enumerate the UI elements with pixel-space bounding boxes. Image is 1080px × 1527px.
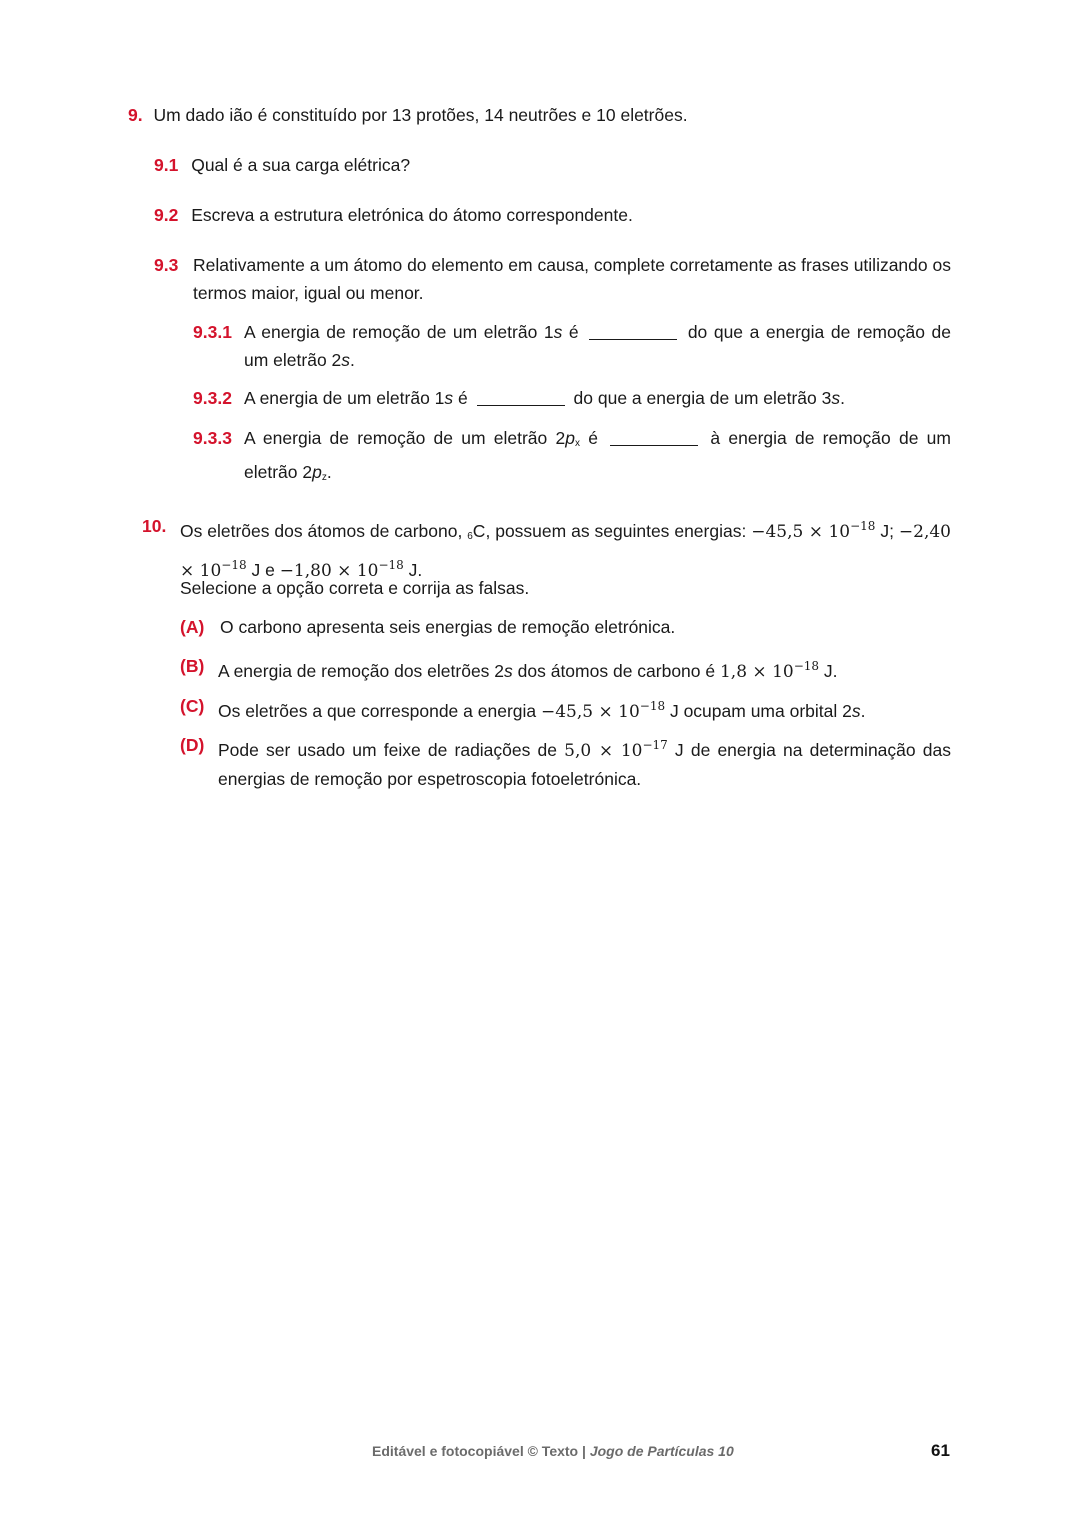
option-text [218,692,951,726]
text-part: J e [246,560,280,580]
question-9-3-2 [193,384,951,412]
orbital: s [504,661,513,681]
answer-blank[interactable] [610,427,698,446]
option-text [218,731,951,793]
text-part: J; [875,521,894,541]
page-number: 61 [931,1441,950,1460]
question-text: Um dado ião é constituído por 13 protões, 14 neutrões e 10 eletrões. [153,105,688,125]
answer-blank[interactable] [589,321,677,340]
option-d [180,731,951,793]
text-part: é [579,428,598,448]
question-9-3-1 [193,318,951,374]
energy-exponent: −18 [378,558,404,572]
option-label: (C) [180,696,205,716]
question-number: 9.3 [154,255,179,275]
orbital: s [831,388,841,408]
energy-value: −45,5 × 10 [751,522,851,542]
orbital: s [341,350,351,370]
question-text: Qual é a sua carga elétrica? [191,155,411,175]
question-10-instruction: Selecione a opção correta e corrija as falsas. [180,578,530,598]
text-part: Pode ser usado um feixe de radiações de [218,740,565,760]
text-part: J de energia na determinação das energias de remoção por espetroscopia fotoeletrónica. [218,740,951,789]
atomic-number: 6 [467,531,473,542]
text-part: . [840,388,845,408]
energy-value: −2,40 × 10 [180,522,951,581]
orbital-subscript: z [321,472,327,483]
energy-exponent: −17 [642,738,668,752]
option-label: (D) [180,735,205,755]
text-part: J. [819,661,838,681]
question-number: 9. [128,105,143,125]
option-label: (B) [180,656,205,676]
question-9-1 [154,151,410,179]
text-part: J ocupam uma orbital 2 [665,701,852,721]
text-part: A energia de remoção de um eletrão 2 [244,428,566,448]
question-number: 10. [142,516,167,536]
footer-text: Editável e fotocopiável © Texto | [372,1443,590,1459]
question-text [244,318,951,374]
answer-blank[interactable] [477,387,565,406]
text-part: , possuem as seguintes energias: [485,521,752,541]
option-b [180,652,951,686]
orbital: s [553,322,563,342]
page-footer [372,1443,734,1459]
text-part: do que a energia de remoção de um eletrão 2 [244,322,951,370]
text-part: A energia de remoção dos eletrões 2 [218,661,505,681]
text-part: dos átomos de carbono é [512,661,720,681]
orbital-subscript: x [574,438,580,449]
option-text [218,652,951,686]
question-text: Relativamente a um átomo do elemento em causa, complete corretamente as frases utilizando os termos maior, igual ou menor. [193,255,951,303]
energy-exponent: −18 [850,519,876,533]
option-label: (A) [180,617,205,637]
text-part: J. [403,560,423,580]
energy-exponent: −18 [221,558,247,572]
question-9-3 [154,251,951,307]
text-part: . [350,350,355,370]
energy-value: 5,0 × 10 [564,741,643,761]
question-9-3-3 [193,424,951,492]
option-c [180,692,951,726]
energy-value: −45,5 × 10 [540,702,640,722]
text-part: do que a energia de um eletrão 3 [573,388,832,408]
question-number: 9.3.3 [193,428,232,448]
text-part: . [326,462,332,482]
text-part: é [453,388,468,408]
question-9 [128,101,688,129]
energy-exponent: −18 [639,699,666,713]
text-part: Os eletrões a que corresponde a energia [218,701,541,721]
energy-value: 1,8 × 10 [719,662,794,682]
text-part: A energia de um eletrão 1 [244,388,445,408]
orbital: s [444,388,454,408]
question-number: 9.3.1 [193,322,232,342]
orbital: s [851,701,861,721]
text-part: à energia de remoção de um eletrão 2 [244,428,951,482]
energy-exponent: −18 [793,659,820,673]
question-number: 9.2 [154,205,179,225]
question-number: 9.1 [154,155,179,175]
question-number: 9.3.2 [193,388,232,408]
text-part: Os eletrões dos átomos de carbono, [180,521,468,541]
question-text [244,384,951,412]
text-part: A energia de remoção de um eletrão 1 [244,322,554,342]
book-title: Jogo de Partículas 10 [589,1443,734,1459]
element-symbol: C [472,521,486,541]
question-text: Escreva a estrutura eletrónica do átomo correspondente. [191,205,633,225]
orbital: p [312,462,322,482]
energy-value: −1,80 × 10 [279,561,379,581]
option-text: O carbono apresenta seis energias de remoção eletrónica. [220,617,676,637]
question-text [244,424,951,492]
question-9-2 [154,201,633,229]
option-a [180,613,951,641]
text-part: . [860,701,866,721]
orbital: p [565,428,575,448]
text-part: é [562,322,579,342]
